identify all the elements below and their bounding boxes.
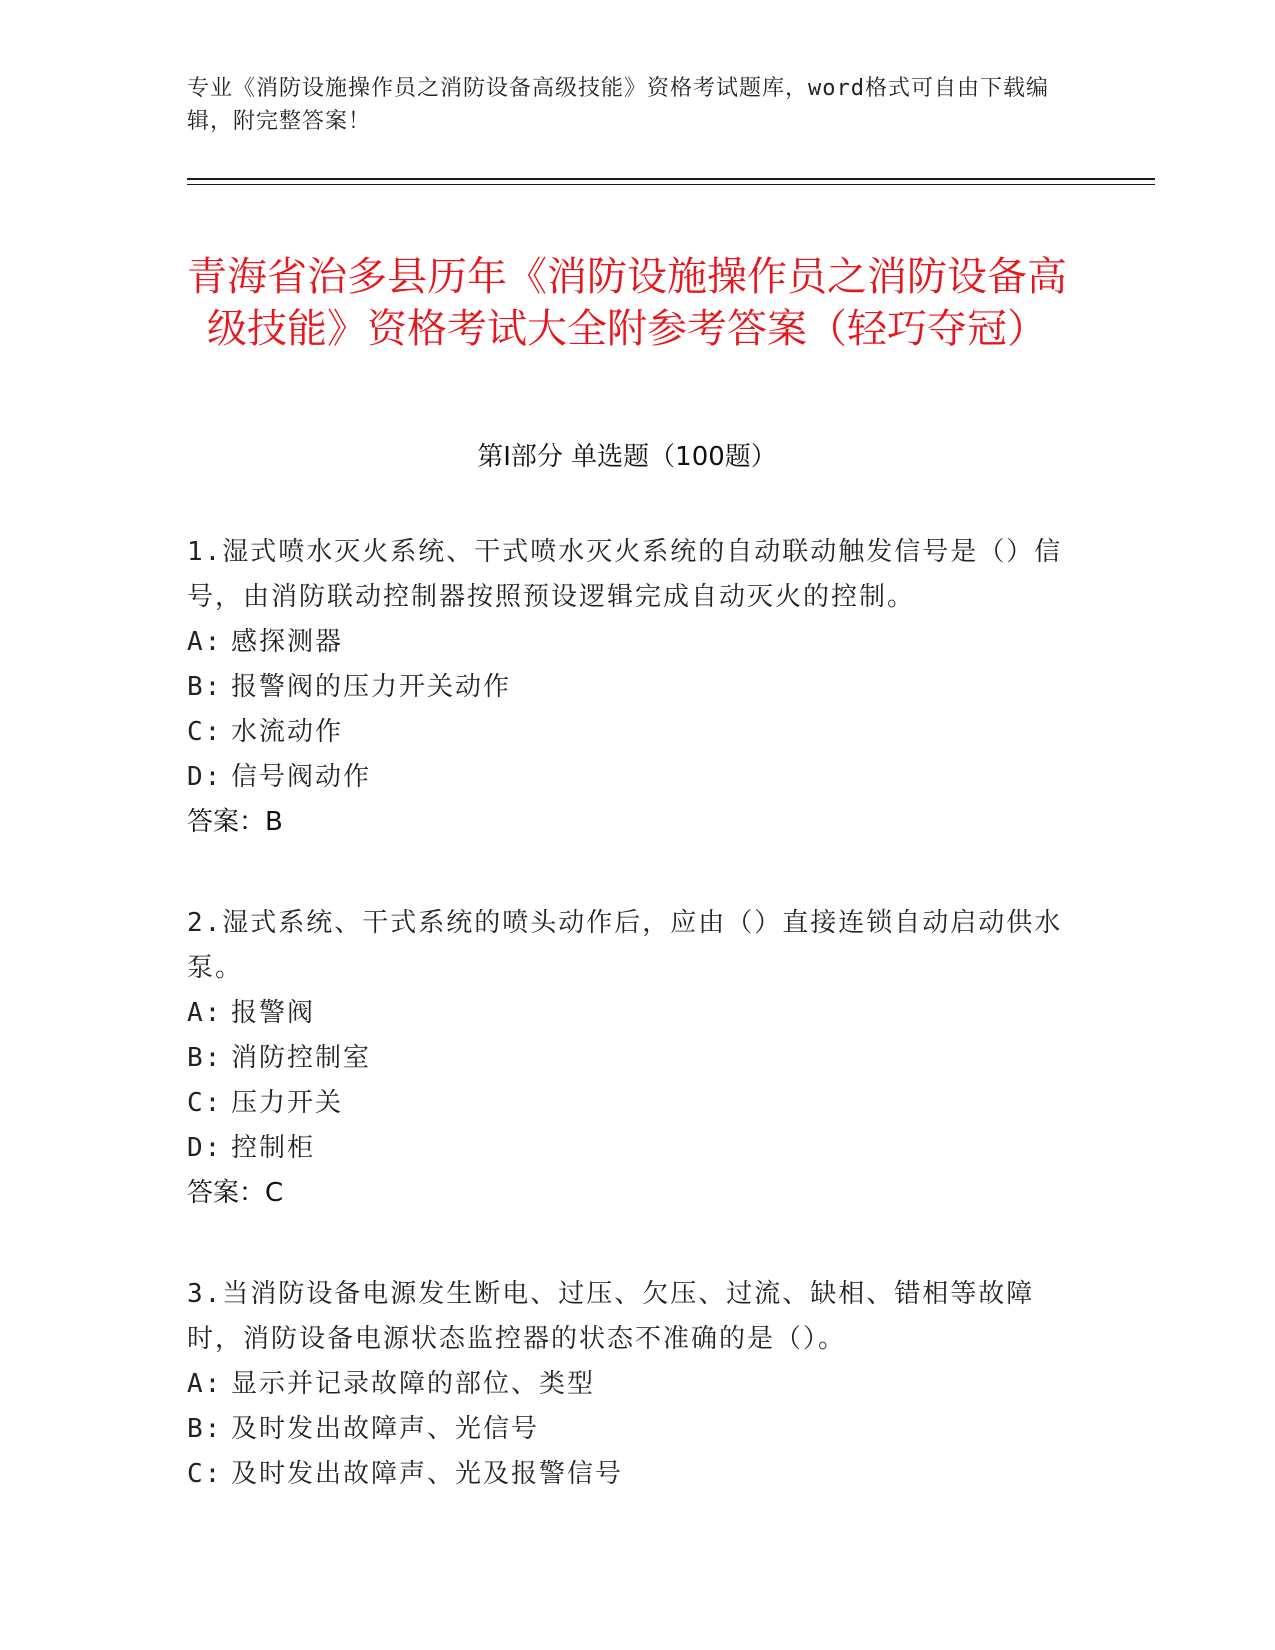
option-d [187,1126,1067,1171]
question-1 [187,530,1067,845]
header-rule-thick [187,178,1155,180]
question-stem: 1.湿式喷水灭火系统、干式喷水灭火系统的自动联动触发信号是（）信号，由消防联动控制器按照预设逻辑完成自动灭火的控制。 [187,537,1063,612]
option-c [187,710,1067,755]
document-title: 青海省治多县历年《消防设施操作员之消防设备高级技能》资格考试大全附参考答案（轻巧夺冠） [187,253,1067,352]
question-list [187,530,1067,1553]
option-text: 感探测器 [231,627,344,657]
option-key: C: [187,1459,223,1489]
option-key: A: [187,1369,223,1399]
option-text: 报警阀 [231,998,316,1028]
header-rule-thin [187,184,1155,185]
option-key: A: [187,998,223,1028]
question-3 [187,1272,1067,1497]
option-d [187,755,1067,800]
question-stem: 3.当消防设备电源发生断电、过压、欠压、过流、缺相、错相等故障时，消防设备电源状态监控器的状态不准确的是（）。 [187,1279,1035,1354]
option-a [187,620,1067,665]
answer-line [187,1171,1067,1216]
answer-value: B [265,807,283,837]
question-2 [187,901,1067,1216]
option-key: B: [187,672,223,702]
document-page [187,0,1157,1650]
option-text: 及时发出故障声、光及报警信号 [231,1459,624,1489]
option-key: B: [187,1414,223,1444]
option-b [187,1036,1067,1081]
option-key: D: [187,762,223,792]
option-key: D: [187,1133,223,1163]
option-text: 控制柜 [231,1133,316,1163]
option-c [187,1452,1067,1497]
header-note: 专业《消防设施操作员之消防设备高级技能》资格考试题库，word格式可自由下载编辑，附完整答案！ [187,76,1049,134]
option-a [187,991,1067,1036]
option-c [187,1081,1067,1126]
option-text: 消防控制室 [231,1043,372,1073]
option-key: C: [187,1088,223,1118]
option-text: 显示并记录故障的部位、类型 [231,1369,596,1399]
option-text: 及时发出故障声、光信号 [231,1414,540,1444]
answer-value: C [265,1178,284,1208]
option-b [187,665,1067,710]
option-b [187,1407,1067,1452]
option-key: A: [187,627,223,657]
answer-label: 答案： [187,807,266,837]
option-text: 水流动作 [231,717,344,747]
section-heading: 第I部分 单选题（100题） [477,442,777,472]
option-text: 压力开关 [231,1088,344,1118]
question-stem: 2.湿式系统、干式系统的喷头动作后，应由（）直接连锁自动启动供水泵。 [187,908,1063,983]
option-text: 报警阀的压力开关动作 [231,672,512,702]
answer-label: 答案： [187,1178,266,1208]
option-text: 信号阀动作 [231,762,372,792]
option-key: C: [187,717,223,747]
option-a [187,1362,1067,1407]
option-key: B: [187,1043,223,1073]
answer-line [187,800,1067,845]
